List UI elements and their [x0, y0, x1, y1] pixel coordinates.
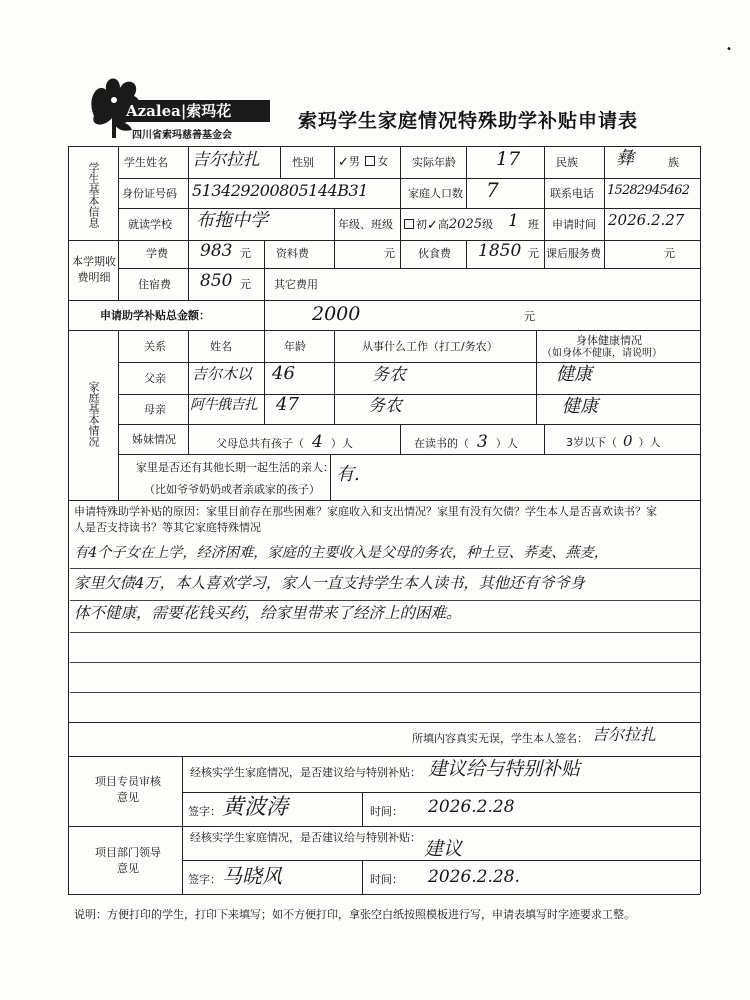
member-health-field[interactable]: 健康: [562, 396, 598, 417]
school-field[interactable]: 布拖中学: [196, 210, 268, 231]
organization-name: 四川省索玛慈善基金会: [132, 130, 232, 141]
leader-time-field[interactable]: 2026.2.28.: [428, 867, 520, 887]
col-age-header: 年龄: [284, 340, 306, 353]
gender-label: 性别: [292, 156, 314, 169]
tuition-label: 学费: [146, 247, 168, 260]
class-field[interactable]: 1: [508, 211, 519, 231]
member-relation: 父亲: [144, 372, 166, 385]
school-label: 就读学校: [128, 218, 172, 231]
class-suffix: 班: [528, 218, 539, 231]
afterschool-label: 课后服务费: [546, 247, 601, 260]
col-health-header: 身体健康情况: [576, 334, 642, 347]
under3-prefix: 3岁以下（: [566, 436, 617, 449]
age-label: 实际年龄: [412, 156, 456, 169]
grade-year-field[interactable]: 2025: [448, 217, 482, 232]
member-work-field[interactable]: 务农: [372, 365, 406, 385]
section-label-fees: 本学期收费明细: [72, 255, 116, 284]
student-name-field[interactable]: 吉尔拉扎: [192, 150, 260, 170]
member-age-field[interactable]: 47: [276, 394, 299, 415]
reason-line: 有4个子女在上学，经济困难，家庭的主要收入是父母的务农，种土豆、荞麦、燕麦，: [74, 545, 608, 561]
ethnicity-suffix: 族: [668, 156, 679, 169]
leader-label: 项目部门领导意见: [95, 846, 161, 875]
col-relation-header: 关系: [144, 340, 166, 353]
studying-count: [414, 434, 518, 451]
children-prefix: 父母总共有孩子（: [216, 437, 304, 450]
id-number-field[interactable]: 513429200805144B31: [192, 181, 368, 200]
total-label: 申请助学补贴总金额：: [100, 309, 210, 322]
phone-label: 联系电话: [550, 187, 594, 200]
under3-suffix: ）人: [638, 436, 661, 449]
under3-count: [566, 434, 661, 449]
meals-field[interactable]: 1850: [478, 241, 522, 261]
specialist-time-field[interactable]: 2026.2.28: [428, 797, 515, 817]
gender-male-label: 男: [348, 155, 360, 168]
specialist-time-label: 时间：: [370, 805, 403, 818]
form-title: 索玛学生家庭情况特殊助学补贴申请表: [298, 110, 639, 132]
reason-prompt: 申请特殊助学补贴的原因：家里目前存在那些困难？家庭收入和支出情况？家里有没有欠债？学生本人是否喜欢读书？家: [74, 505, 657, 518]
meals-unit: 元: [528, 247, 539, 260]
declaration-label: 所填内容真实无误，学生本人签名：: [412, 732, 588, 745]
grade-senior-label: 高: [437, 218, 449, 231]
grade-label: 年级、班级: [338, 218, 393, 231]
tuition-unit: 元: [240, 247, 251, 260]
name-label: 学生姓名: [124, 156, 168, 169]
household-label: 家庭人口数: [408, 187, 463, 200]
reason-line: 体不健康，需要花钱买药，给家里带来了经济上的困难。: [74, 604, 462, 622]
other-relatives-label: 家里是否还有其他长期一起生活的亲人：: [136, 461, 334, 474]
other-relatives-field[interactable]: 有.: [336, 464, 360, 485]
specialist-label: 项目专员审核意见: [95, 775, 161, 804]
children-field[interactable]: 4: [312, 432, 323, 452]
footnote: 说明：方便打印的学生，打印下来填写；如不方便打印，拿张空白纸按照模板进行写，申请表填写时字迹要求工整。: [74, 908, 635, 921]
check-icon: ✓: [427, 218, 438, 233]
check-icon: ✓: [338, 155, 349, 170]
studying-suffix: ）人: [495, 437, 518, 450]
other-relatives-note: （比如爷爷奶奶或者亲戚家的孩子）: [144, 483, 320, 496]
materials-label: 资料费: [276, 247, 309, 260]
meals-label: 伙食费: [418, 247, 451, 260]
section-label-family: 家庭基本情况: [87, 381, 100, 447]
col-name-header: 姓名: [210, 340, 232, 353]
age-field[interactable]: 17: [496, 148, 521, 170]
grade-options[interactable]: [402, 218, 493, 232]
children-count: [216, 434, 353, 451]
specialist-sign-label: 签字：: [188, 805, 221, 818]
gender-female-label: 女: [377, 155, 389, 168]
apply-time-label: 申请时间: [552, 218, 596, 231]
reason-prompt-cont: 人是否支持读书？等其它家庭特殊情况: [74, 521, 261, 534]
specialist-signature[interactable]: 黄波涛: [222, 795, 289, 820]
section-label-student: 学生基本信息: [87, 162, 100, 228]
ethnicity-label: 民族: [556, 156, 578, 169]
checkbox-icon: [365, 156, 375, 166]
member-name-field[interactable]: 阿牛俄吉扎: [190, 397, 258, 413]
studying-prefix: 在读书的（: [414, 437, 469, 450]
lodging-label: 住宿费: [138, 278, 171, 291]
col-work-header: 从事什么工作（打工/务农）: [362, 340, 498, 353]
member-age-field[interactable]: 46: [272, 363, 295, 384]
leader-prompt: 经核实学生家庭情况，是否建议给与特别补贴：: [190, 831, 421, 844]
member-name-field[interactable]: 吉尔木以: [192, 365, 253, 383]
leader-sign-label: 签字：: [188, 873, 221, 886]
ethnicity-field[interactable]: 彝: [616, 148, 634, 169]
total-unit: 元: [524, 310, 535, 323]
phone-field[interactable]: 15282945462: [607, 183, 690, 198]
leader-time-label: 时间：: [370, 873, 403, 886]
siblings-label: 姊妹情况: [132, 433, 176, 446]
other-fees-label: 其它费用: [274, 278, 318, 291]
student-signature[interactable]: 吉尔拉扎: [592, 725, 657, 744]
specialist-prompt: 经核实学生家庭情况，是否建议给与特别补贴：: [190, 766, 421, 779]
col-health-note: （如身体不健康，请说明）: [542, 348, 662, 359]
brand-logo: Azalea|索玛花: [118, 100, 270, 122]
specialist-opinion-field[interactable]: 建议给与特别补贴: [428, 758, 581, 780]
reason-line: 家里欠债4万，本人喜欢学习，家人一直支持学生本人读书，其他还有爷爷身: [74, 574, 585, 592]
materials-unit: 元: [384, 247, 395, 260]
grade-junior-label: 初: [416, 218, 427, 231]
gender-options[interactable]: [338, 156, 388, 169]
lodging-unit: 元: [240, 278, 251, 291]
household-field[interactable]: 7: [486, 178, 499, 202]
leader-signature[interactable]: 马晓风: [222, 864, 282, 888]
afterschool-unit: 元: [664, 247, 675, 260]
member-work-field[interactable]: 务农: [368, 396, 402, 416]
children-suffix: ）人: [330, 437, 353, 450]
corner-mark: •: [726, 44, 732, 55]
reason-text-field[interactable]: [74, 538, 694, 628]
member-health-field[interactable]: 健康: [556, 364, 592, 385]
tuition-field[interactable]: 983: [200, 241, 233, 261]
grade-suffix: 级: [482, 218, 493, 231]
lodging-field[interactable]: 850: [200, 271, 233, 291]
studying-field[interactable]: 3: [477, 432, 488, 452]
member-relation: 母亲: [144, 403, 166, 416]
under3-field[interactable]: 0: [623, 432, 633, 450]
checkbox-icon: [404, 219, 414, 229]
total-amount-field[interactable]: 2000: [312, 303, 361, 325]
leader-opinion-field[interactable]: 建议: [424, 838, 463, 860]
id-label: 身份证号码: [122, 187, 177, 200]
apply-time-field[interactable]: 2026.2.27: [608, 211, 685, 229]
